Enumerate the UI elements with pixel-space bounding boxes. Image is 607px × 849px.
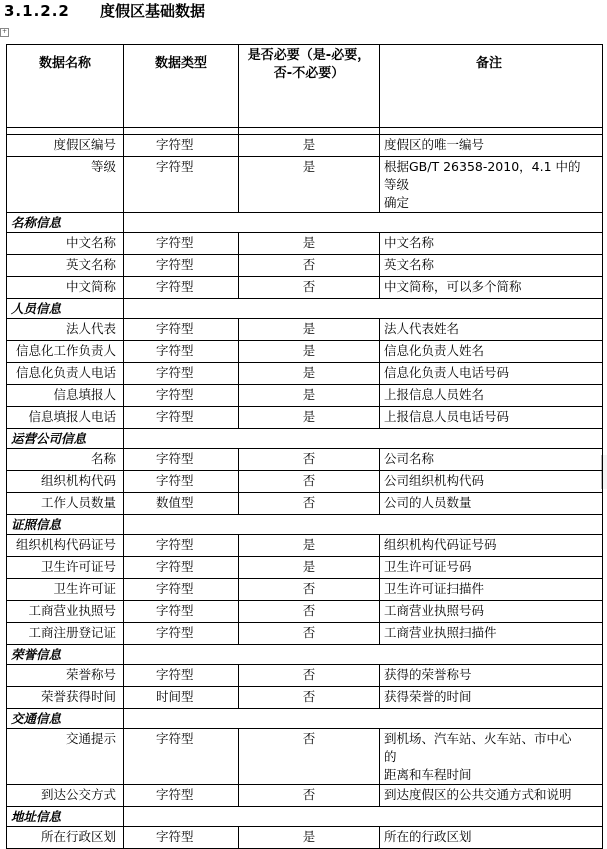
cell-note: 信息化负责人姓名 xyxy=(380,341,603,363)
cell-note: 公司名称 xyxy=(380,449,603,471)
cell-type: 字符型 xyxy=(124,363,239,385)
cell-note xyxy=(380,157,603,213)
table-row xyxy=(7,319,603,341)
table-body xyxy=(7,135,603,849)
section-blank-cell xyxy=(124,807,603,827)
table-row xyxy=(7,449,603,471)
cell-name: 信息填报人电话 xyxy=(7,407,124,429)
header-row xyxy=(7,45,603,128)
section-title: 证照信息 xyxy=(7,515,124,535)
cell-type: 字符型 xyxy=(124,319,239,341)
table-row xyxy=(7,687,603,709)
cell-name: 工商营业执照号 xyxy=(7,601,124,623)
note-line: 确定 xyxy=(384,195,410,210)
cell-required: 否 xyxy=(239,255,380,277)
header-spacer-row xyxy=(7,128,603,135)
header-required-line2: 否-不必要） xyxy=(273,66,345,81)
header-name: 数据名称 xyxy=(7,45,124,128)
cell-type: 字符型 xyxy=(124,233,239,255)
section-title: 运营公司信息 xyxy=(7,429,124,449)
cell-type: 字符型 xyxy=(124,277,239,299)
section-heading xyxy=(4,0,205,24)
table-row xyxy=(7,341,603,363)
cell-type: 字符型 xyxy=(124,579,239,601)
header-type: 数据类型 xyxy=(124,45,239,128)
cell-required: 否 xyxy=(239,665,380,687)
cell-required: 否 xyxy=(239,729,380,785)
note-line: 的 xyxy=(384,749,397,764)
header-required xyxy=(239,45,380,128)
cell-type: 字符型 xyxy=(124,601,239,623)
cell-note: 法人代表姓名 xyxy=(380,319,603,341)
cell-name: 信息填报人 xyxy=(7,385,124,407)
table-row xyxy=(7,135,603,157)
cell-note: 上报信息人员姓名 xyxy=(380,385,603,407)
cell-required: 是 xyxy=(239,557,380,579)
section-row xyxy=(7,299,603,319)
cell-name: 中文简称 xyxy=(7,277,124,299)
table-row xyxy=(7,471,603,493)
cell-name: 信息化负责人电话 xyxy=(7,363,124,385)
section-title: 人员信息 xyxy=(7,299,124,319)
cell-note xyxy=(380,729,603,785)
cell-type: 字符型 xyxy=(124,157,239,213)
cell-note: 公司组织机构代码 xyxy=(380,471,603,493)
cell-note: 公司的人员数量 xyxy=(380,493,603,515)
cell-note: 到达度假区的公共交通方式和说明 xyxy=(380,785,603,807)
cell-type: 字符型 xyxy=(124,449,239,471)
cell-note: 工商营业执照扫描件 xyxy=(380,623,603,645)
cell-note: 所在的行政区划 xyxy=(380,827,603,849)
section-blank-cell xyxy=(124,645,603,665)
cell-type: 时间型 xyxy=(124,687,239,709)
section-row xyxy=(7,213,603,233)
table-row xyxy=(7,623,603,645)
section-number: 3.1.2.2 xyxy=(4,2,70,20)
cell-required: 是 xyxy=(239,385,380,407)
table-row xyxy=(7,579,603,601)
table-row xyxy=(7,277,603,299)
cell-type: 字符型 xyxy=(124,385,239,407)
cell-required: 是 xyxy=(239,535,380,557)
cell-note: 卫生许可证扫描件 xyxy=(380,579,603,601)
note-line: 等级 xyxy=(384,177,410,192)
cell-type: 字符型 xyxy=(124,665,239,687)
cell-required: 否 xyxy=(239,493,380,515)
section-title: 地址信息 xyxy=(7,807,124,827)
cell-required: 否 xyxy=(239,601,380,623)
cell-note: 组织机构代码证号码 xyxy=(380,535,603,557)
table-anchor-icon[interactable]: + xyxy=(1,28,8,35)
table-row xyxy=(7,493,603,515)
cell-note: 获得的荣誉称号 xyxy=(380,665,603,687)
section-row xyxy=(7,709,603,729)
section-blank-cell xyxy=(124,299,603,319)
cell-required: 是 xyxy=(239,319,380,341)
cell-note: 工商营业执照号码 xyxy=(380,601,603,623)
cell-name: 工商注册登记证 xyxy=(7,623,124,645)
cell-required: 否 xyxy=(239,687,380,709)
table-row xyxy=(7,557,603,579)
section-row xyxy=(7,807,603,827)
table-row xyxy=(7,535,603,557)
note-line: 到机场、汽车站、火车站、市中心 xyxy=(384,731,572,746)
cell-name: 交通提示 xyxy=(7,729,124,785)
cell-name: 组织机构代码证号 xyxy=(7,535,124,557)
header-note: 备注 xyxy=(380,45,603,128)
note-line: 根据GB/T 26358-2010，4.1 中的 xyxy=(384,159,581,174)
section-title: 名称信息 xyxy=(7,213,124,233)
table-row xyxy=(7,407,603,429)
cell-note: 获得荣誉的时间 xyxy=(380,687,603,709)
cell-required: 否 xyxy=(239,277,380,299)
cell-required: 是 xyxy=(239,233,380,255)
cell-type: 数值型 xyxy=(124,493,239,515)
cell-type: 字符型 xyxy=(124,135,239,157)
section-row xyxy=(7,645,603,665)
cell-required: 否 xyxy=(239,449,380,471)
section-blank-cell xyxy=(124,213,603,233)
table-row xyxy=(7,255,603,277)
cell-name: 等级 xyxy=(7,157,124,213)
cell-type: 字符型 xyxy=(124,535,239,557)
section-title: 荣誉信息 xyxy=(7,645,124,665)
cell-type: 字符型 xyxy=(124,255,239,277)
cell-note: 英文名称 xyxy=(380,255,603,277)
cell-type: 字符型 xyxy=(124,623,239,645)
cell-required: 否 xyxy=(239,579,380,601)
section-title: 交通信息 xyxy=(7,709,124,729)
cell-name: 中文名称 xyxy=(7,233,124,255)
table-row xyxy=(7,233,603,255)
cell-name: 荣誉称号 xyxy=(7,665,124,687)
section-blank-cell xyxy=(124,515,603,535)
cell-type: 字符型 xyxy=(124,341,239,363)
cell-required: 是 xyxy=(239,157,380,213)
data-table xyxy=(6,44,603,849)
cell-type: 字符型 xyxy=(124,729,239,785)
cell-name: 卫生许可证 xyxy=(7,579,124,601)
cell-required: 否 xyxy=(239,623,380,645)
cell-type: 字符型 xyxy=(124,827,239,849)
cell-required: 是 xyxy=(239,827,380,849)
table-row xyxy=(7,729,603,785)
cell-required: 是 xyxy=(239,341,380,363)
section-row xyxy=(7,429,603,449)
cell-required: 是 xyxy=(239,363,380,385)
cell-name: 度假区编号 xyxy=(7,135,124,157)
cell-required: 否 xyxy=(239,471,380,493)
cell-name: 工作人员数量 xyxy=(7,493,124,515)
cell-required: 否 xyxy=(239,785,380,807)
cell-name: 英文名称 xyxy=(7,255,124,277)
cell-note: 信息化负责人电话号码 xyxy=(380,363,603,385)
cell-name: 卫生许可证号 xyxy=(7,557,124,579)
cell-required: 是 xyxy=(239,407,380,429)
cell-type: 字符型 xyxy=(124,407,239,429)
cell-type: 字符型 xyxy=(124,785,239,807)
cell-type: 字符型 xyxy=(124,557,239,579)
section-blank-cell xyxy=(124,709,603,729)
cell-type: 字符型 xyxy=(124,471,239,493)
cell-note: 中文名称 xyxy=(380,233,603,255)
table-row xyxy=(7,157,603,213)
section-title: 度假区基础数据 xyxy=(100,2,206,20)
table-row xyxy=(7,385,603,407)
cell-note: 中文简称，可以多个简称 xyxy=(380,277,603,299)
cell-note: 上报信息人员电话号码 xyxy=(380,407,603,429)
header-required-line1: 是否必要（是-必要， xyxy=(247,48,371,63)
cell-name: 荣誉获得时间 xyxy=(7,687,124,709)
cell-required: 是 xyxy=(239,135,380,157)
table-row xyxy=(7,665,603,687)
cell-name: 法人代表 xyxy=(7,319,124,341)
section-row xyxy=(7,515,603,535)
table-row xyxy=(7,601,603,623)
cell-name: 组织机构代码 xyxy=(7,471,124,493)
table-row xyxy=(7,827,603,849)
table-row xyxy=(7,785,603,807)
cell-note: 卫生许可证号码 xyxy=(380,557,603,579)
cell-name: 名称 xyxy=(7,449,124,471)
cell-name: 到达公交方式 xyxy=(7,785,124,807)
table-row xyxy=(7,363,603,385)
cell-note: 度假区的唯一编号 xyxy=(380,135,603,157)
note-line: 距离和车程时间 xyxy=(384,767,472,782)
cell-name: 信息化工作负责人 xyxy=(7,341,124,363)
cell-name: 所在行政区划 xyxy=(7,827,124,849)
section-blank-cell xyxy=(124,429,603,449)
